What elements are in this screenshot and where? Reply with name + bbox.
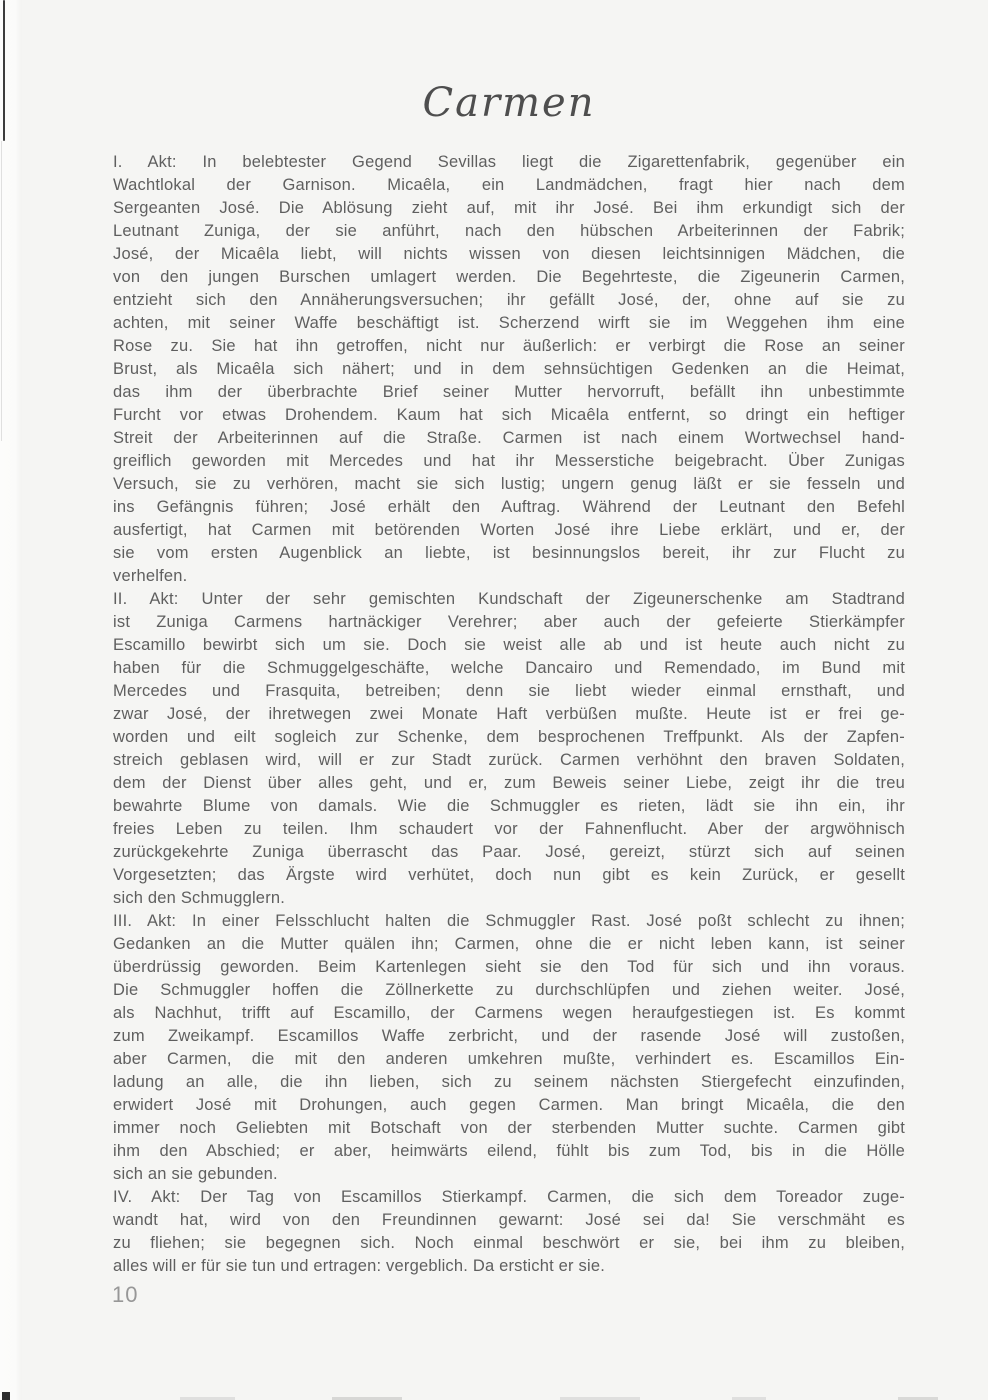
text-line: ihm den Abschied; er aber, heimwärts eilend, fühlt bis zum Tod, bis in die Hölle [113, 1142, 905, 1160]
text-line: III. Akt: In einer Felsschlucht halten die Schmuggler Rast. José poßt schlecht zu ihnen; [113, 912, 905, 930]
text-line: dem der Dienst über alles geht, und er, zum Beweis seiner Liebe, zeigt ihr die treu [113, 774, 905, 792]
text-line: greiflich geworden mit Mercedes und hat ihr Messerstiche beigebracht. Über Zunigas [113, 452, 905, 470]
text-line: streich geblasen wird, will er zur Stadt zurück. Carmen verhöhnt den braven Soldaten, [113, 751, 905, 769]
text-line: aber Carmen, die mit den anderen umkehren mußte, verhindert es. Escamillos Ein- [113, 1050, 905, 1068]
text-line: entzieht sich den Annäherungsversuchen; ihr gefällt José, der, ohne auf sie zu [113, 291, 905, 309]
scan-left-margin [0, 0, 22, 1400]
text-line: worden und eilt sogleich zur Schenke, dem besprochenen Treffpunkt. Als der Zapfen- [113, 728, 905, 746]
scan-edge-artifact [1, 141, 2, 441]
scan-corner-artifact [2, 1392, 10, 1400]
text-line: als Nachhut, trifft auf Escamillo, der Carmens wegen heraufgestiegen ist. Es kommt [113, 1004, 905, 1022]
scan-spine-line [3, 0, 5, 141]
text-line: freies Leben zu teilen. Ihm schaudert vor der Fahnenflucht. Aber der argwöhnisch [113, 820, 905, 838]
text-line: sich den Schmugglern. [113, 889, 286, 907]
page-number: 10 [112, 1282, 139, 1307]
text-line: Leutnant Zuniga, der sie anführt, nach den hübschen Arbeiterinnen der Fabrik; [113, 222, 905, 240]
text-line: Furcht vor etwas Drohendem. Kaum hat sich Micaêla entfernt, so dringt ein heftiger [113, 406, 905, 424]
text-line: überdrüssig geworden. Beim Kartenlegen sieht sie den Tod für sich und ihn voraus. [113, 958, 905, 976]
text-line: IV. Akt: Der Tag von Escamillos Stierkampf. Carmen, die sich dem Toreador zuge- [113, 1188, 905, 1206]
text-line: sie vom ersten Augenblick an liebte, ist besinnungslos bereit, ihr zur Flucht zu [113, 544, 905, 562]
text-line: von den jungen Burschen umlagert werden. Die Begehrteste, die Zigeunerin Carmen, [113, 268, 905, 286]
text-line: Brust, als Micaêla sich nähert; und in dem sehnsüchtigen Gedenken an die Heimat, [113, 360, 905, 378]
page-title: Carmen [422, 80, 596, 126]
text-line: haben für die Schmuggelgeschäfte, welche Dancairo und Remendado, im Bund mit [113, 659, 905, 677]
text-line: alles will er für sie tun und ertragen: vergeblich. Da ersticht er sie. [113, 1257, 605, 1275]
text-line: achten, mit seiner Waffe beschäftigt ist. Scherzend wirft sie im Weggehen ihm eine [113, 314, 905, 332]
text-line: zurückgekehrte Zuniga überrascht das Paar. José, gereizt, stürzt sich auf seinen [113, 843, 905, 861]
text-line: José, der Micaêla liebt, will nichts wissen von diesen leichtsinnigen Mädchen, die [113, 245, 905, 263]
text-line: das ihm der überbrachte Brief seiner Mutter hervorruft, befällt ihn unbestimmte [113, 383, 905, 401]
text-line: ist Zuniga Carmens hartnäckiger Verehrer; aber auch der gefeierte Stierkämpfer [113, 613, 905, 631]
text-line: Streit der Arbeiterinnen auf die Straße. Carmen ist nach einem Wortwechsel hand- [113, 429, 905, 447]
text-line: Mercedes und Frasquita, betreiben; denn sie liebt wieder einmal ernsthaft, und [113, 682, 905, 700]
text-line: I. Akt: In belebtester Gegend Sevillas liegt die Zigarettenfabrik, gegenüber ein [113, 153, 905, 171]
text-line: wandt hat, wird von den Freundinnen gewarnt: José sei da! Sie verschmäht es [113, 1211, 905, 1229]
text-line: Die Schmuggler hoffen die Zöllnerkette zu durchschlüpfen und ziehen weiter. José, [113, 981, 905, 999]
text-line: Rose zu. Sie hat ihn getroffen, nicht nur äußerlich: er verbirgt die Rose an seiner [113, 337, 905, 355]
text-line: Escamillo bewirbt sich um sie. Doch sie weist alle ab und ist heute auch nicht zu [113, 636, 905, 654]
text-line: ladung an alle, die ihn lieben, sich zu seinem nächsten Stiergefecht einzufinden, [113, 1073, 905, 1091]
text-line: Sergeanten José. Die Ablösung zieht auf, mit ihr José. Bei ihm erkundigt sich der [113, 199, 905, 217]
text-line: erwidert José mit Drohungen, auch gegen Carmen. Man bringt Micaêla, die den [113, 1096, 905, 1114]
text-line: bewahrte Blume von damals. Wie die Schmuggler es rieten, lädt sie ihn ein, ihr [113, 797, 905, 815]
text-line: Vorgesetzten; das Ärgste wird verhütet, doch nun gibt es kein Zurück, er gesellt [113, 866, 905, 884]
text-line: verhelfen. [113, 567, 188, 585]
text-line: Versuch, sie zu verhören, macht sie sich lustig; ungern genug läßt er sie fesseln und [113, 475, 905, 493]
text-line: zwar José, der ihretwegen zwei Monate Haft verbüßen mußte. Heute ist er frei ge- [113, 705, 905, 723]
text-line: ins Gefängnis führen; José erhält den Auftrag. Während der Leutnant den Befehl [113, 498, 905, 516]
text-line: Gedanken an die Mutter quälen ihn; Carmen, ohne die er nicht leben kann, ist seiner [113, 935, 905, 953]
synopsis-text [113, 151, 905, 1278]
text-line: sich an sie gebunden. [113, 1165, 278, 1183]
text-line: Wachtlokal der Garnison. Micaêla, ein Landmädchen, fragt hier nach dem [113, 176, 905, 194]
text-line: zu fliehen; sie begegnen sich. Noch einmal beschwört er sie, bei ihm zu bleiben, [113, 1234, 905, 1252]
text-line: zum Zweikampf. Escamillos Waffe zerbricht, und der rasende José will zustoßen, [113, 1027, 905, 1045]
text-line: ausfertigt, hat Carmen mit betörenden Worten José ihre Liebe erklärt, und er, der [113, 521, 905, 539]
text-line: II. Akt: Unter der sehr gemischten Kundschaft der Zigeunerschenke am Stadtrand [113, 590, 905, 608]
text-line: immer noch Geliebten mit Botschaft von der sterbenden Mutter suchte. Carmen gibt [113, 1119, 905, 1137]
